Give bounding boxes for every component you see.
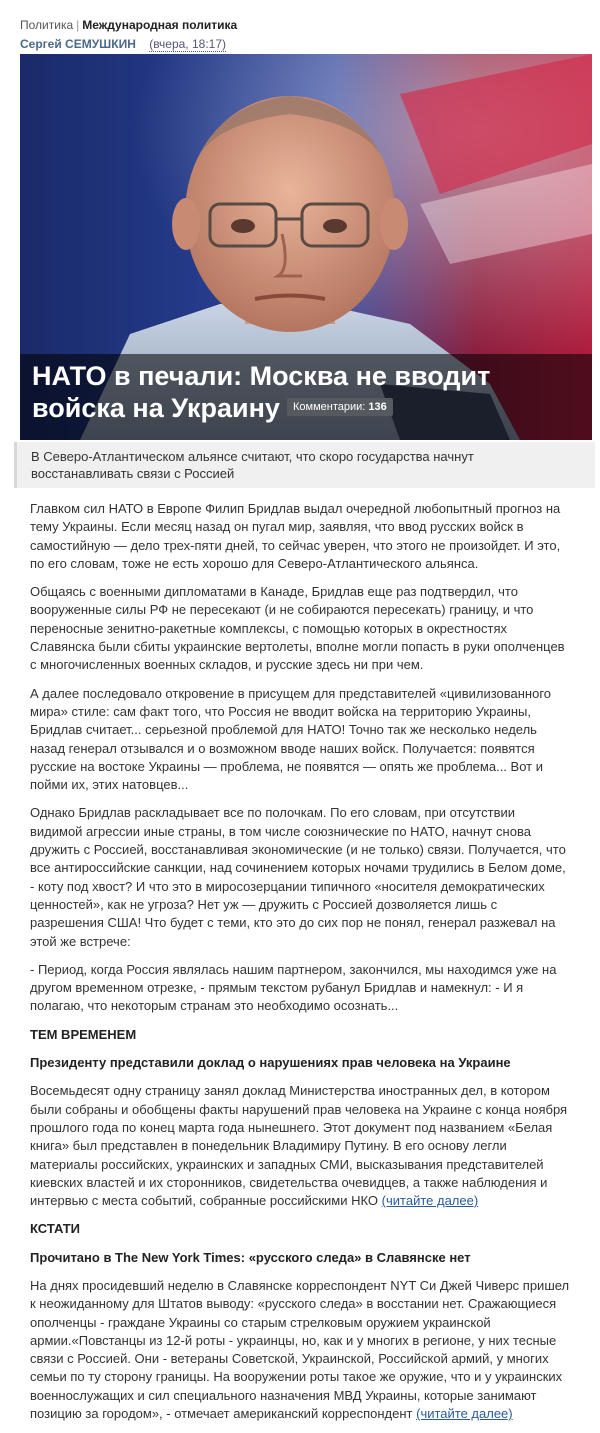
article-paragraph: Однако Бридлав раскладывает все по полочкам. По его словам, при отсутствии видимой агрессии иные страны, в том числе союзнические по НАТО, начнут снова дружить с Россией, восстанавливая экономические (и не только) связи. Получается, что все антироссийские санкции, над сочинением которых ночами трудились в Белом доме, - коту под хвост? И что это в миросозерцании типичного «носителя демократических ценностей», как не угроза? Нет уж — дружить с Россией дозволяется лишь с разрешения США! Что будет с теми, кто это до сих пор не понял, генерал разжевал на этой же встрече:: [30, 805, 566, 949]
article-paragraph: Главком сил НАТО в Европе Филип Бридлав выдал очередной любопытный прогноз на тему Украины. Если месяц назад он пугал мир, заявляя, что ввод русских войск в самостийную — дело трех-пяти дней, то сейчас уверен, что этого не произойдет. И это, по его словам, тоже не есть хорошо для Северо-Атлантического альянса.: [30, 501, 561, 571]
read-more-link[interactable]: (читайте далее): [416, 1406, 513, 1422]
lead-text: В Северо-Атлантическом альянсе считают, что скоро государства начнут восстанавливать связи с Россией: [31, 449, 474, 481]
section-label-by-the-way: КСТАТИ: [30, 1221, 80, 1237]
article-headline: НАТО в печали: Москва не вводит войска на Украину: [32, 361, 491, 423]
article-body: [30, 500, 570, 1433]
article-paragraph: А далее последовало откровение в присущем для представителей «цивилизованного мира» стиле: сам факт того, что Россия не вводит войска на территорию Украины, Бридлав считает... серьезной проблемой для НАТО! Точно так же несколько недель назад генерал отзывался и о возможном вводе наших войск. Получается: появятся русские на востоке Украины — проблема, не появятся — опять же проблема... Вот и пойми их, этих натовцев...: [30, 685, 552, 793]
section-headline-by-the-way: Прочитано в The New York Times: «русского следа» в Славянске нет: [30, 1249, 471, 1265]
comments-count-badge[interactable]: [287, 398, 393, 416]
comments-label: Комментарии:: [293, 401, 366, 413]
section-text-by-the-way: [30, 1277, 570, 1423]
section-text-meanwhile: [30, 1082, 570, 1210]
breadcrumb: [20, 18, 237, 32]
breadcrumb-section-link[interactable]: Политика: [20, 18, 74, 32]
section-label-meanwhile: ТЕМ ВРЕМЕНЕМ: [30, 1026, 137, 1042]
byline: [20, 37, 226, 51]
section-text: На днях просидевший неделю в Славянске корреспондент NYT Си Джей Чиверс пришел к неожиданному для Штатов выводу: «русского следа» в восстании нет. Сражающиеся ополченцы - граждане Украины со старым стрелковым оружием украинской армии.«Повстанцы из 12-й роты - украинцы, но, как и у многих в регионе, у них тесные связи с Россией. Они - ветераны Советской, Украинской, Российской армий, у многих семьи по ту сторону границы. На вооружении роты такое же оружие, что и у украинских военнослужащих и сил специального назначения МВД Украины, которые занимают позицию за городом», - отмечает американский корреспондент: [30, 1277, 570, 1422]
author-name[interactable]: Сергей СЕМУШКИН: [20, 37, 136, 51]
article-lead: [14, 442, 595, 488]
section-text: Восемьдесят одну страницу занял доклад Министерства иностранных дел, в котором были собраны и обобщены факты нарушений прав человека на Украине с конца ноября прошлого года по конец марта года нынешнего. Этот документ под названием «Белая книга» был представлен в понедельник Владимиру Путину. В его основу легли материалы российских, украинских и западных СМИ, высказывания представителей киевских властей и их сторонников, свидетельства очевидцев, а также наблюдения и интервью с места событий, собранные российскими НКО: [30, 1083, 568, 1209]
comments-count: 136: [368, 401, 387, 413]
breadcrumb-subsection-link[interactable]: Международная политика: [82, 18, 238, 32]
section-headline-meanwhile: Президенту представили доклад о нарушениях прав человека на Украине: [30, 1055, 511, 1071]
hero-image: [20, 54, 592, 440]
article-paragraph: Общаясь с военными дипломатами в Канаде, Бридлав еще раз подтвердил, что вооруженные силы РФ не пересекают (и не собираются пересекать) границу, и что переносные зенитно-ракетные комплексы, с помощью которых в окрестностях Славянска были сбиты украинские вертолеты, вполне могли попасть в руки ополченцев с многочисленных военных складов, и русские здесь ни при чем.: [30, 584, 565, 673]
breadcrumb-separator: |: [76, 18, 80, 32]
read-more-link[interactable]: (читайте далее): [381, 1193, 479, 1209]
publish-date: (вчера, 18:17): [149, 37, 227, 51]
article-paragraph: - Период, когда Россия являлась нашим партнером, закончился, мы находимся уже на другом временном отрезке, - прямым текстом рубанул Бридлав и намекнул: - И я полагаю, что некоторым странам это необходимо осознать...: [30, 961, 557, 1014]
